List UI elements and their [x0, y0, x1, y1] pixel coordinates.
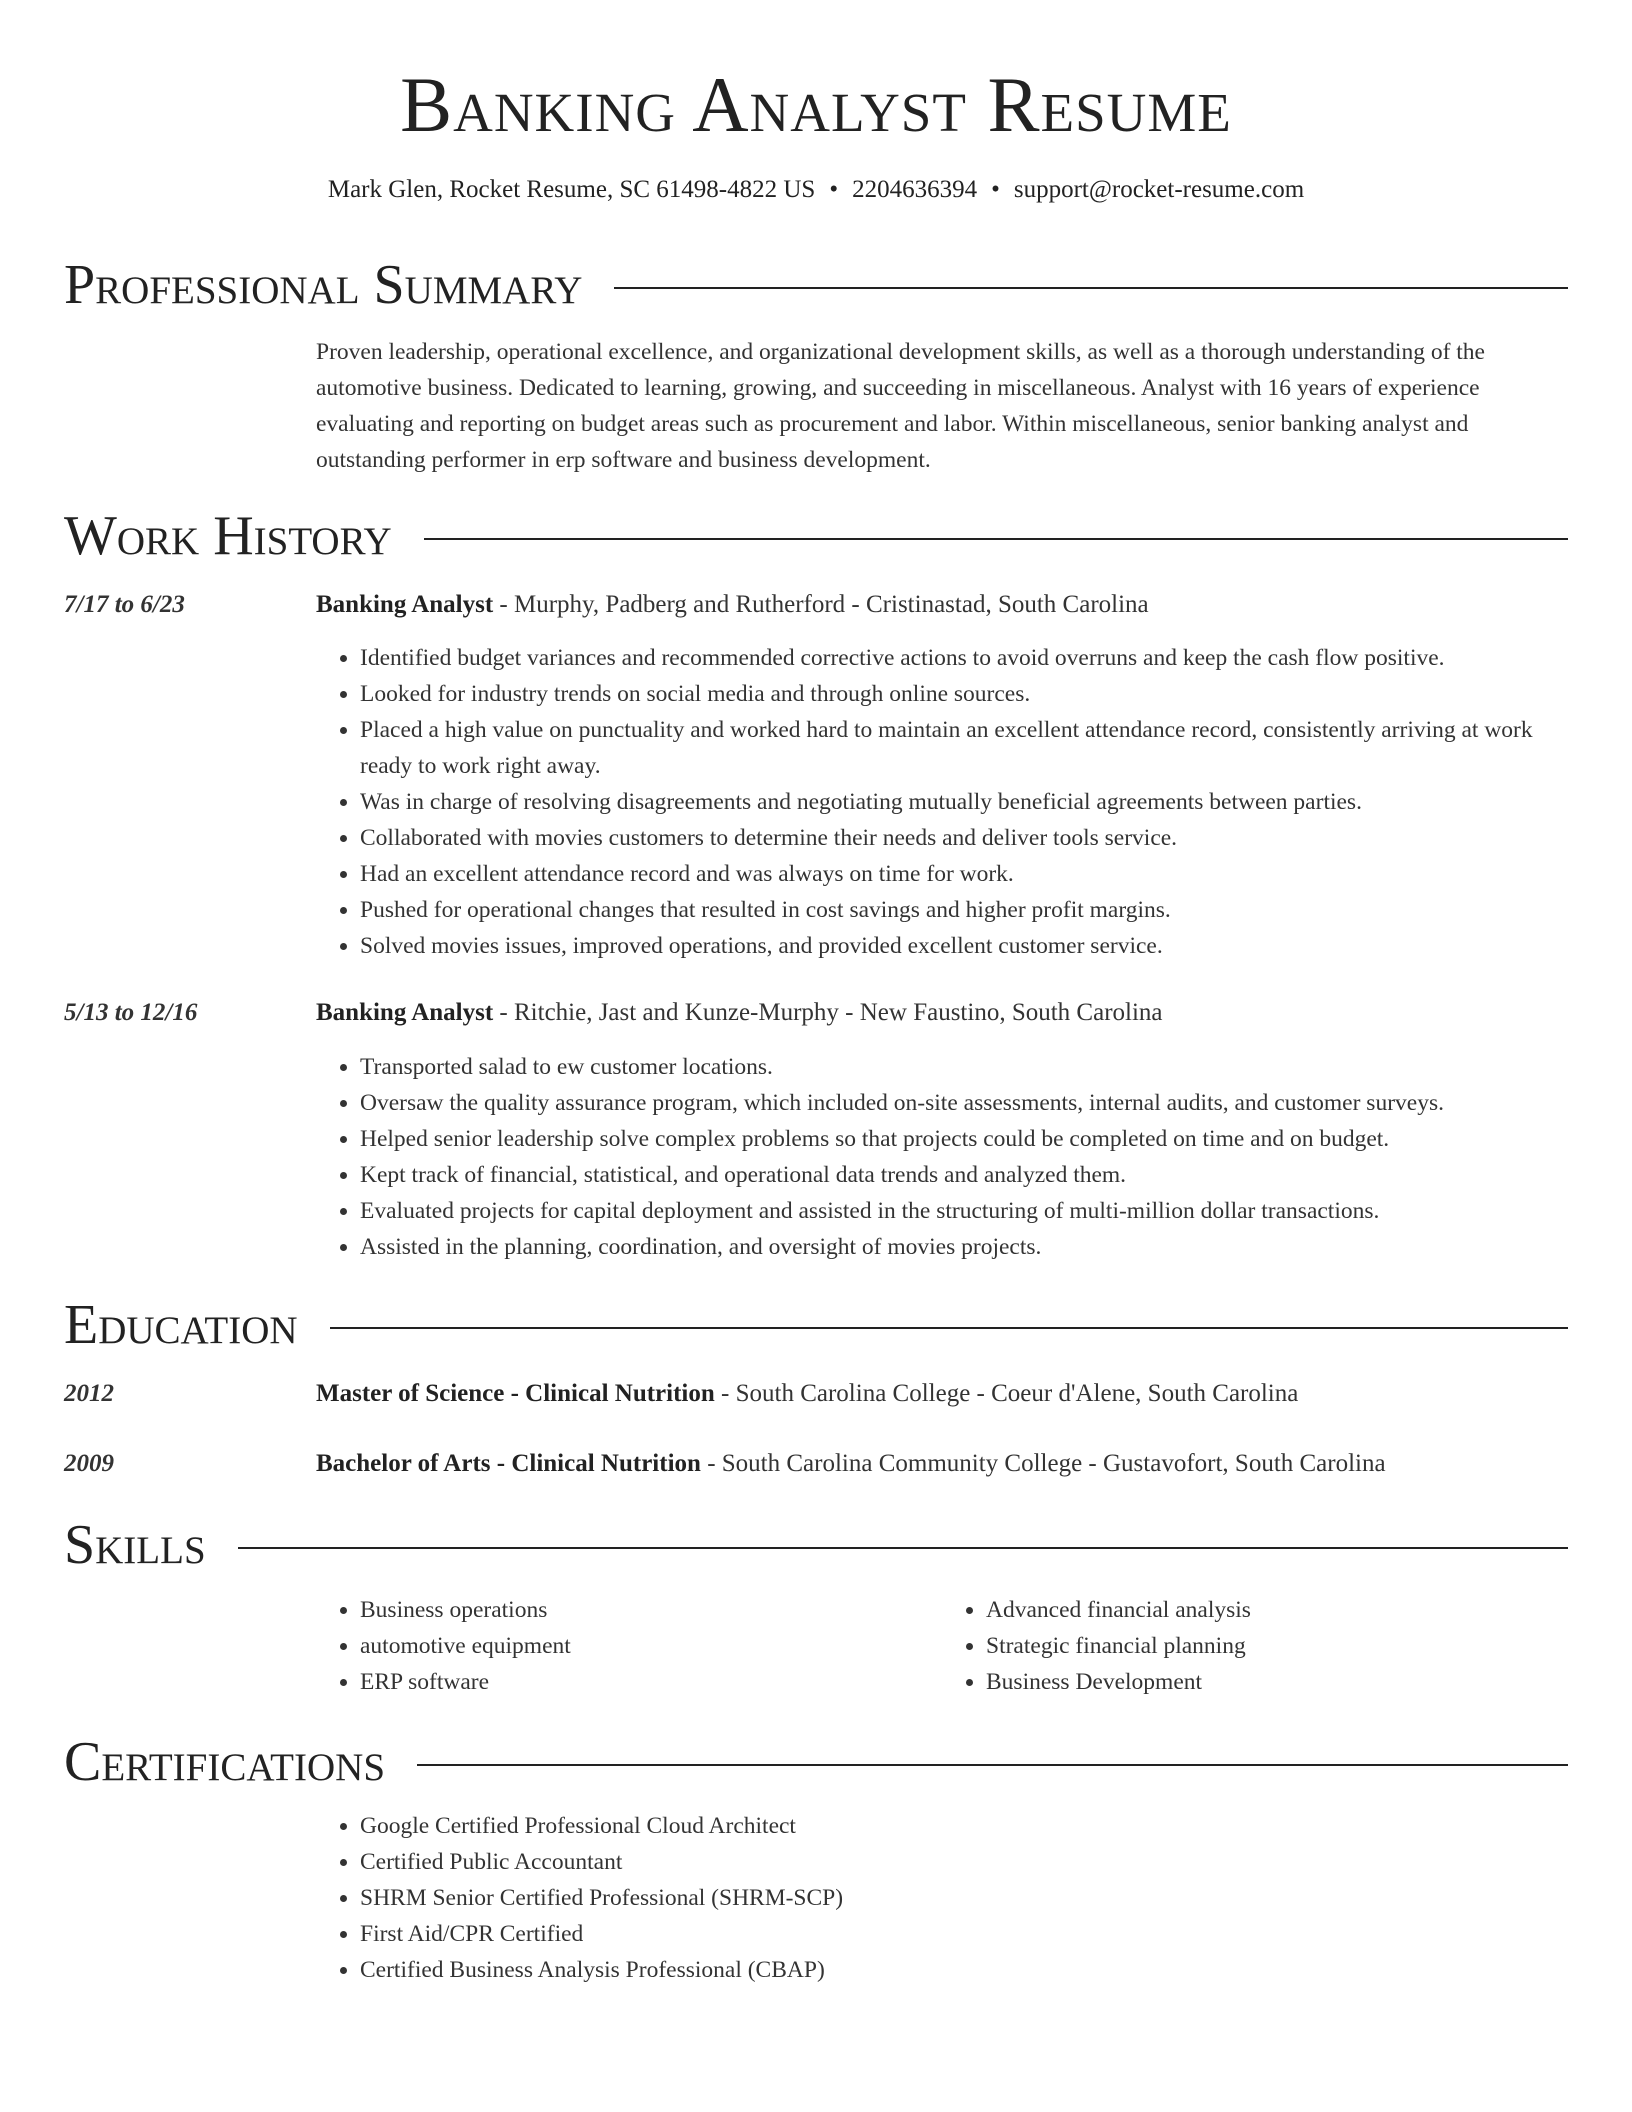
list-item: • Evaluated projects for capital deployment and assisted in the structuring of multi-million dollar transactions. [360, 1193, 1568, 1229]
list-item: • Strategic financial planning [986, 1628, 1568, 1664]
education-year: 2012 [64, 1380, 114, 1407]
contact-address: Mark Glen, Rocket Resume, SC 61498-4822 US [327, 176, 816, 203]
job-details: - Murphy, Padberg and Rutherford - Cristinastad, South Carolina [493, 591, 1149, 618]
section-divider [330, 1327, 1568, 1329]
job-role: Banking Analyst [316, 591, 494, 618]
education-details: - South Carolina College - Coeur d'Alene, South Carolina [714, 1380, 1299, 1407]
list-item: • Identified budget variances and recommended corrective actions to avoid overruns and keep the cash flow positive. [360, 640, 1568, 676]
list-item: • Collaborated with movies customers to determine their needs and deliver tools service. [360, 820, 1568, 856]
job-heading [316, 588, 1568, 622]
job-bullets [316, 1049, 1568, 1265]
summary-section-title: Professional Summary [64, 254, 583, 316]
list-item: • Had an excellent attendance record and was always on time for work. [360, 856, 1568, 892]
contact-phone: 2204636394 [852, 176, 978, 203]
list-item: • Assisted in the planning, coordination, and oversight of movies projects. [360, 1229, 1568, 1265]
list-item: • SHRM Senior Certified Professional (SHRM-SCP) [360, 1880, 1568, 1916]
education-degree: Bachelor of Arts - Clinical Nutrition [316, 1450, 701, 1477]
education-year: 2009 [64, 1450, 114, 1477]
list-item: • Solved movies issues, improved operations, and provided excellent customer service. [360, 928, 1568, 964]
certifications-section-header [64, 1727, 1568, 1797]
work-section-title: Work History [64, 505, 392, 567]
skills-column-left [316, 1592, 942, 1700]
list-item: • Certified Business Analysis Professional (CBAP) [360, 1952, 1568, 1988]
list-item: • Business Development [986, 1664, 1568, 1700]
work-section-header [64, 501, 1568, 571]
job-role: Banking Analyst [316, 999, 494, 1026]
education-entry [316, 1447, 1568, 1481]
list-item: • Google Certified Professional Cloud Architect [360, 1808, 1568, 1844]
job-heading [316, 996, 1568, 1030]
list-item: • First Aid/CPR Certified [360, 1916, 1568, 1952]
contact-email: support@rocket-resume.com [1013, 176, 1305, 203]
list-item: • Looked for industry trends on social media and through online sources. [360, 676, 1568, 712]
list-item: • Helped senior leadership solve complex problems so that projects could be completed on time and on budget. [360, 1121, 1568, 1157]
education-section-header [64, 1290, 1568, 1360]
list-item: • Was in charge of resolving disagreements and negotiating mutually beneficial agreements between parties. [360, 784, 1568, 820]
job-bullets [316, 640, 1568, 964]
education-section-title: Education [64, 1294, 298, 1356]
list-item: • Pushed for operational changes that resulted in cost savings and higher profit margins. [360, 892, 1568, 928]
list-item: • Kept track of financial, statistical, and operational data trends and analyzed them. [360, 1157, 1568, 1193]
certifications-section-title: Certifications [64, 1731, 386, 1793]
education-entry [316, 1377, 1568, 1411]
skills-list [316, 1592, 1568, 1700]
contact-separator: • [991, 176, 1000, 203]
list-item: • Advanced financial analysis [986, 1592, 1568, 1628]
list-item: • automotive equipment [360, 1628, 942, 1664]
section-divider [424, 538, 1568, 540]
list-item: • Business operations [360, 1592, 942, 1628]
education-details: - South Carolina Community College - Gustavofort, South Carolina [700, 1450, 1386, 1477]
skills-section-title: Skills [64, 1514, 206, 1576]
skills-column-right [942, 1592, 1568, 1700]
education-degree: Master of Science - Clinical Nutrition [316, 1380, 715, 1407]
job-details: - Ritchie, Jast and Kunze-Murphy - New Faustino, South Carolina [493, 999, 1163, 1026]
list-item: • ERP software [360, 1664, 942, 1700]
list-item: • Transported salad to ew customer locations. [360, 1049, 1568, 1085]
contact-separator: • [829, 176, 839, 203]
section-divider [417, 1764, 1568, 1766]
contact-line [0, 174, 1632, 206]
summary-text: Proven leadership, operational excellence, and organizational development skills, as well as a thorough understanding of the automotive business. Dedicated to learning, growing, and succeeding in miscellaneous. Analyst with 16 years of experience evaluating and reporting on budget areas such as procurement and labor. Within miscellaneous, senior banking analyst and outstanding performer in erp software and business development. [316, 339, 1485, 473]
job-dates: 7/17 to 6/23 [64, 591, 185, 618]
skills-section-header [64, 1510, 1568, 1580]
section-divider [238, 1547, 1568, 1549]
job-dates: 5/13 to 12/16 [64, 999, 198, 1026]
section-divider [614, 287, 1568, 289]
resume-title: Banking Analyst Resume [400, 61, 1232, 148]
list-item: • Certified Public Accountant [360, 1844, 1568, 1880]
list-item: • Oversaw the quality assurance program, which included on-site assessments, internal audits, and customer surveys. [360, 1085, 1568, 1121]
list-item: • Placed a high value on punctuality and worked hard to maintain an excellent attendance record, consistently arriving at work ready to work right away. [360, 712, 1568, 784]
summary-section-header [64, 250, 1568, 320]
certifications-list [316, 1808, 1568, 1988]
